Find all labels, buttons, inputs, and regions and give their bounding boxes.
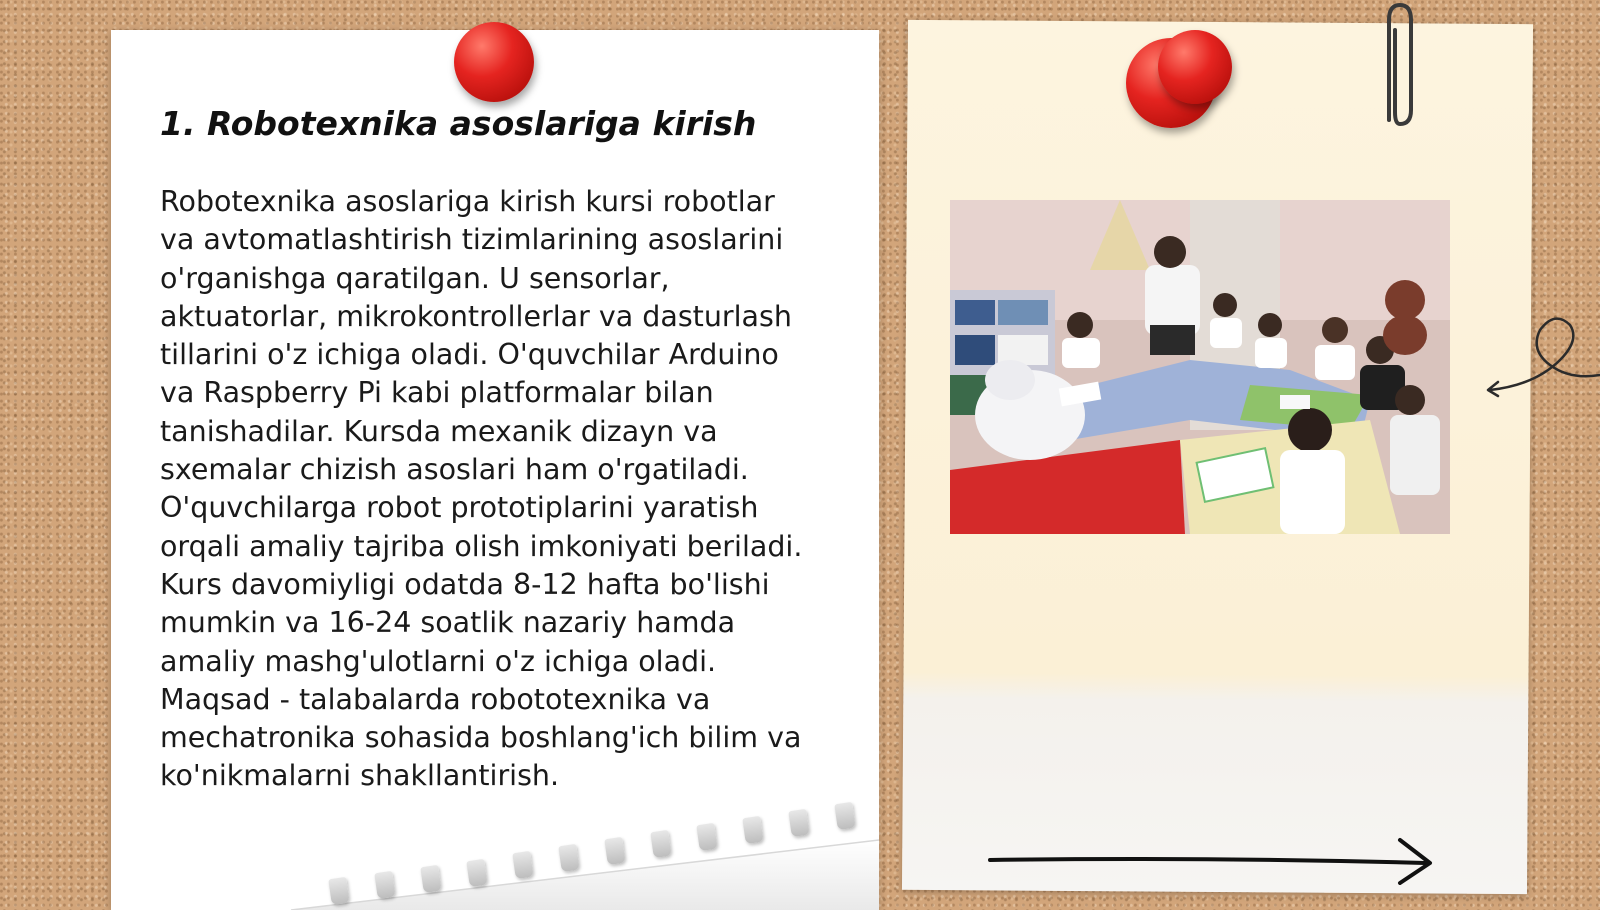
binding-hole xyxy=(834,802,855,830)
binding-hole xyxy=(742,816,763,844)
page-title: 1. Robotexnika asoslariga kirish xyxy=(160,104,757,143)
arrow-right-icon xyxy=(985,835,1445,885)
binding-hole xyxy=(466,859,487,887)
binding-hole xyxy=(374,871,395,899)
binding-hole xyxy=(558,844,579,872)
classroom-photo xyxy=(950,200,1450,534)
pushpin-icon xyxy=(454,22,534,102)
binding-hole xyxy=(420,865,441,893)
binding-hole xyxy=(512,851,533,879)
binding-hole xyxy=(696,823,717,851)
paperclip-icon xyxy=(1375,0,1425,130)
binding-hole xyxy=(650,830,671,858)
binding-hole xyxy=(328,877,349,905)
binding-hole xyxy=(604,837,625,865)
curly-arrow-icon xyxy=(1480,310,1600,410)
body-paragraph: Robotexnika asoslariga kirish kursi robotlar va avtomatlashtirish tizimlarining asoslarini o'rganishga qaratilgan. U sensorlar, aktuatorlar, mikrokontrollerlar va dasturlash tillarini o'z ichiga oladi. O'quvchilar Arduino va Raspberry Pi kabi platformalar bilan tanishadilar. Kursda mexanik dizayn va sxemalar chizish asoslari ham o'rgatiladi. O'quvchilarga robot prototiplarini yaratish orqali amaliy tajriba olish imkoniyati beriladi. Kurs davomiyligi odatda 8-12 hafta bo'lishi mumkin va 16-24 soatlik nazariy hamda amaliy mashg'ulotlarni o'z ichiga oladi. Maqsad - talabalarda robototexnika va mechatronika sohasida boshlang'ich bilim va ko'nikmalarni shakllantirish. xyxy=(160,185,803,793)
paper-fold-shadow xyxy=(111,800,879,910)
pushpin-icon xyxy=(1158,30,1232,104)
torn-binding xyxy=(111,800,879,910)
binding-hole xyxy=(788,809,809,837)
